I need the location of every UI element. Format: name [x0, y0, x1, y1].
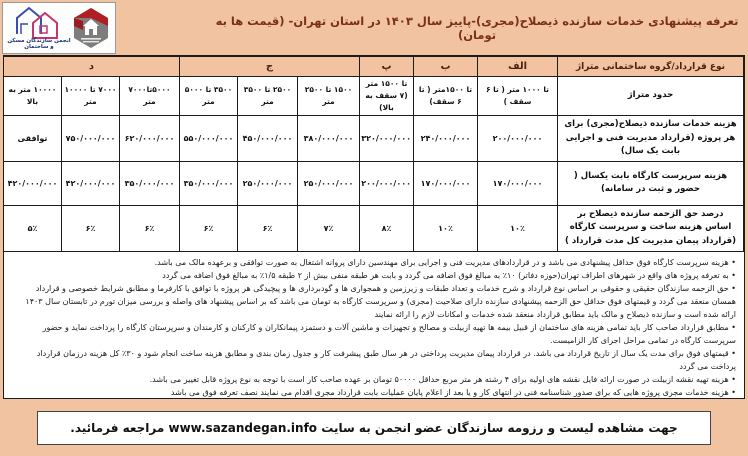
cell-r0-c8: ۱۰۰۰۰ متر به بالا [3, 77, 61, 116]
table-row-1 [3, 116, 743, 162]
cell-r3-c6: ۶٪ [119, 205, 179, 251]
tariff-table [3, 56, 744, 252]
cell-r0-c0: تا ۱۰۰۰ متر ( تا ۶ سقف ) [478, 77, 558, 116]
cell-r0-c4: ۲۵۰۰ تا ۳۵۰۰ متر [238, 77, 298, 116]
group-header-0: الف [478, 57, 558, 77]
row-label: حدود متراژ [558, 77, 744, 116]
footnote-item-1: • به تعرفه پروژه های واقع در شهرهای اطراف تهران(حوزه دفاتر) ۱۰٪ به مبالغ فوق اضافه می گردد و بابت هر طبقه منفی بیش از ۲ طبقه ۱/۵٪ به مبالغ فوق اضافه می گردد [162, 270, 736, 280]
cell-r2-c8: ۴۲۰/۰۰۰/۰۰۰ [3, 161, 61, 205]
table-row-2 [3, 161, 743, 205]
cell-r2-c1: ۱۷۰/۰۰۰/۰۰۰ [414, 161, 478, 205]
cell-r1-c3: ۳۸۰/۰۰۰/۰۰۰ [298, 116, 360, 162]
cell-r0-c5: ۳۵۰۰ تا ۵۰۰۰ متر [179, 77, 237, 116]
association-name: انجمن سازندگان مسکن و ساختمان [7, 38, 71, 51]
cell-r3-c8: ۵٪ [3, 205, 61, 251]
page-title: تعرفه پیشنهادی خدمات سازنده ذیصلاح(مجری)-پاییز سال ۱۴۰۳ در استان تهران- (قیمت ها به تومان) [215, 13, 739, 42]
cell-r2-c6: ۳۵۰/۰۰۰/۰۰۰ [119, 161, 179, 205]
cell-r2-c0: ۱۷۰/۰۰۰/۰۰۰ [478, 161, 558, 205]
row-label: هزینه خدمات سازنده ذیصلاح(مجری) برای هر پروژه (قرارداد مدیریت فنی و اجرایی بابت یک سال) [558, 116, 744, 162]
header-bar [0, 0, 748, 55]
cell-r1-c2: ۳۲۰/۰۰۰/۰۰۰ [360, 116, 414, 162]
cell-r0-c6: ۵۰۰۰تا۷۰۰۰ متر [119, 77, 179, 116]
footer-bar [0, 399, 748, 456]
cell-r2-c5: ۳۵۰/۰۰۰/۰۰۰ [179, 161, 237, 205]
cell-r3-c0: ۱۰٪ [478, 205, 558, 251]
table-row-3 [3, 205, 743, 251]
cell-r2-c2: ۲۰۰/۰۰۰/۰۰۰ [360, 161, 414, 205]
cell-r0-c2: تا ۱۵۰۰ متر (۷ سقف به بالا) [360, 77, 414, 116]
row-label: هزینه سرپرست کارگاه بابت یکسال ( حضور و ثبت در سامانه) [558, 161, 744, 205]
footnote-item-4: • قیمتهای فوق برای مدت یک سال از تاریخ قرارداد می باشد. در قرارداد پیمان مدیریت پرداختی در هر سال طبق پیشرفت کار و جدول زمان بندی و مطابق هزینه ساخت انجام شود و ۳۰٪ کل هزینه درزمان قرارداد پرداخت می گردد [36, 348, 736, 371]
group-header-1: ب [414, 57, 478, 77]
cell-r1-c0: ۲۰۰/۰۰۰/۰۰۰ [478, 116, 558, 162]
association-logo [2, 2, 116, 54]
cell-r1-c1: ۲۴۰/۰۰۰/۰۰۰ [414, 116, 478, 162]
cell-r3-c7: ۶٪ [61, 205, 119, 251]
cell-r2-c3: ۲۵۰/۰۰۰/۰۰۰ [298, 161, 360, 205]
corner-header: نوع قرارداد/گروه ساختمانی متراژ [558, 57, 744, 77]
footnote-item-5: • هزینه تهیه نقشه ازبیلت در صورت ارائه فایل نقشه های اولیه برای ۴ رشته هر متر مربع حداقل ۵۰۰۰۰ تومان بر عهده صاحب کار است با توجه به نوع پروژه قابل تغییر می باشد. [149, 374, 736, 384]
houses-outline-logo-icon [7, 4, 65, 42]
cell-r0-c7: ۷۰۰۰ تا ۱۰۰۰۰ متر [61, 77, 119, 116]
footnote-item-0: • هزینه سرپرست کارگاه فوق حداقل پیشنهادی می باشد و در قراردادهای مدیریت فنی و اجرایی برای مهندسین دارای پروانه اشتغال به صورت توافقی و برعهده مالک می باشد. [154, 257, 736, 267]
cell-r1-c7: ۷۵۰/۰۰۰/۰۰۰ [61, 116, 119, 162]
cell-r1-c8: توافقی [3, 116, 61, 162]
table-row-0 [3, 77, 743, 116]
hexagon-house-logo-icon [71, 6, 111, 50]
footnote-item-2: • حق الزحمه سازندگان حقیقی و حقوقی بر اساس نوع قرارداد و شرح خدمات و تعداد طبقات و زیرزمین و همجواری ها و گودبرداری ها و پیچیدگی هر پروژه با توافق با کارفرما و مطابق شرایط خصوصی و قرارداد همسان منعقد می گردد و قیمتهای فوق حداقل حق الزحمه پیشنهادی سازنده دارای صلاحیت (مجری) و سرپرست کارگاه به تومان می باشد که بر اساس پیشنهاد های واصله و بررسی میزان تورم در تابستان سال ۱۴۰۳ ارائه شده است و سازنده ذیصلاح و مالک باید مطابق قرارداد منعقد شده خدمات و امکانات لازم را ارائه نمایند [25, 283, 736, 319]
group-header-2: پ [360, 57, 414, 77]
group-header-row [3, 57, 743, 77]
cell-r1-c4: ۴۵۰/۰۰۰/۰۰۰ [238, 116, 298, 162]
cell-r2-c7: ۴۲۰/۰۰۰/۰۰۰ [61, 161, 119, 205]
footnotes-block [4, 252, 744, 399]
cell-r3-c1: ۱۰٪ [414, 205, 478, 251]
main-panel [3, 55, 745, 399]
cell-r1-c5: ۵۵۰/۰۰۰/۰۰۰ [179, 116, 237, 162]
cell-r3-c3: ۷٪ [298, 205, 360, 251]
cell-r3-c4: ۶٪ [238, 205, 298, 251]
cell-r3-c2: ۸٪ [360, 205, 414, 251]
cell-r0-c3: ۱۵۰۰ تا ۲۵۰۰ متر [298, 77, 360, 116]
website-banner: جهت مشاهده لیست و رزومه سازندگان عضو انجمن به سایت www.sazandegan.info مراجعه فرمائید. [37, 411, 711, 445]
cell-r3-c5: ۶٪ [179, 205, 237, 251]
footnote-item-3: • مطابق قرارداد صاحب کار باید تمامی هزینه های ساختمان از قبیل بیمه ها تهیه ازبیلت و مصالح و تجهیزات و ماشین آلات و دستمزد پیمانکاران و کارکنان و کارمندان و سرپرستان کارگاه را پرداخت نماید و حضور سرپرست کارگاه در تمامی مراحل اجرای کار الزامیست. [42, 322, 736, 345]
footnote-item-6: • هزینه خدمات مجری پروژه هایی که برای صدور شناسنامه فنی در انتهای کار و یا بعد از اعلام پایان عملیات بابت قرارداد مجری اقدام می نمایند نصف تعرفه فوق می باشد [170, 387, 736, 397]
row-label: درصد حق الزحمه سازنده ذیصلاح بر اساس هزینه ساخت و سرپرست کارگاه (قرارداد پیمان مدیریت کل مدت قرارداد ) [558, 205, 744, 251]
cell-r2-c4: ۲۵۰/۰۰۰/۰۰۰ [238, 161, 298, 205]
cell-r0-c1: تا ۱۵۰۰متر ( تا ۶ سقف) [414, 77, 478, 116]
group-header-3: ج [179, 57, 359, 77]
cell-r1-c6: ۶۲۰/۰۰۰/۰۰۰ [119, 116, 179, 162]
group-header-4: د [3, 57, 179, 77]
